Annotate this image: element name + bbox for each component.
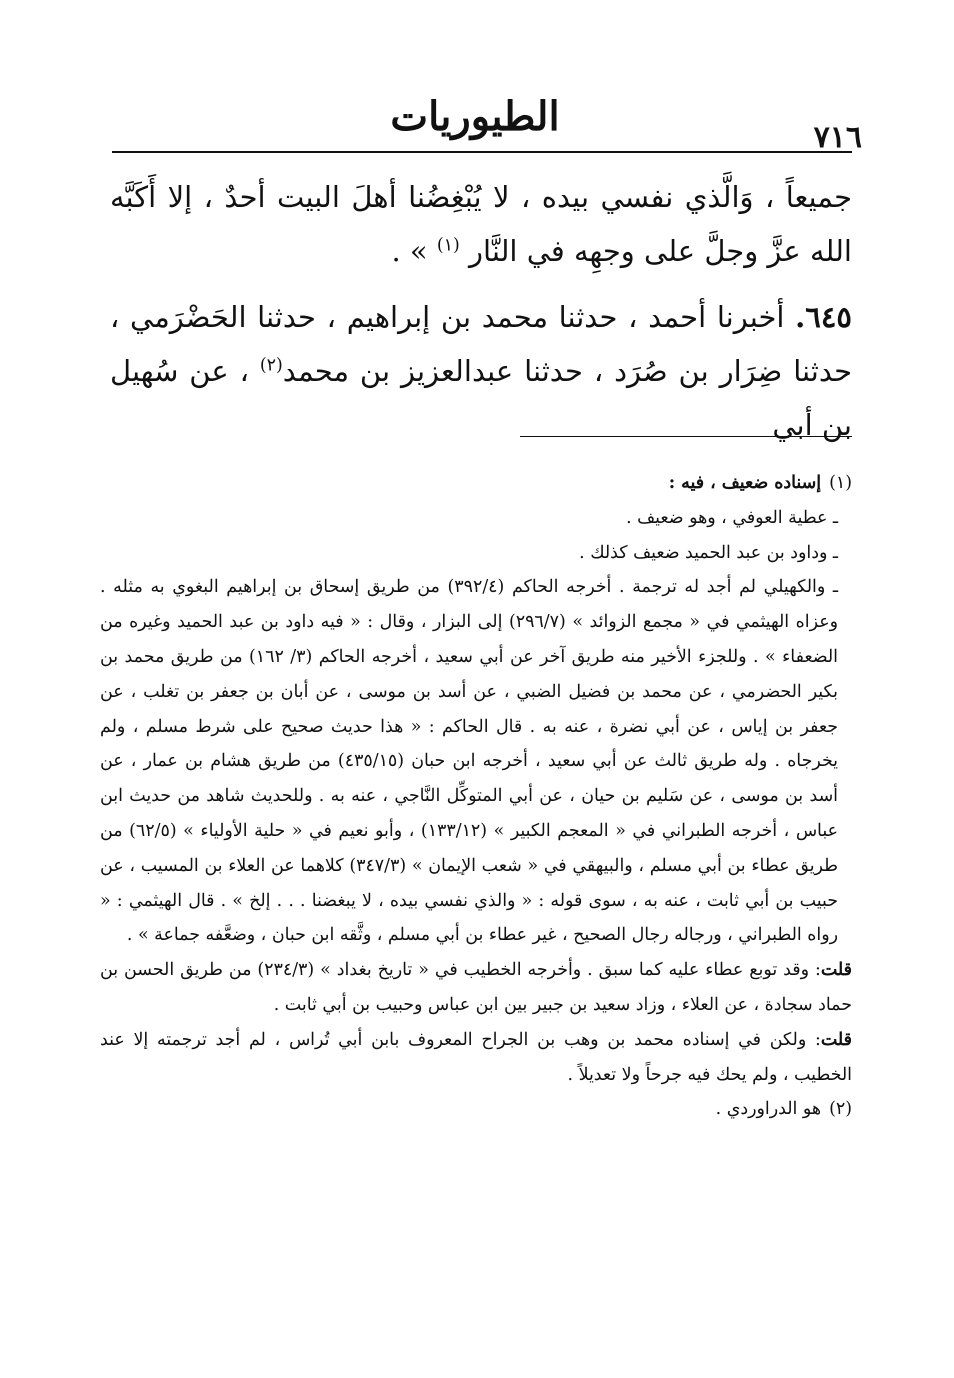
footnote-ref-2: (٢): [259, 355, 283, 376]
page-number: ٧١٦: [813, 120, 862, 155]
footnote-2-text: هو الدراوردي .: [715, 1099, 822, 1120]
header-rule: [112, 151, 852, 153]
footnote-1-item: ـ وداود بن عبد الحميد ضعيف كذلك .: [579, 542, 838, 563]
footnotes: [100, 466, 852, 1127]
main-text: [110, 170, 852, 452]
hadith-paragraph: [110, 290, 852, 452]
running-header-title: الطيوريات: [390, 93, 560, 140]
footnote-rule: [520, 436, 852, 437]
footnote-2: [100, 1092, 852, 1127]
hadith-text-2: ، عن سُهيل بن أبي: [110, 354, 852, 442]
continuation-text: جميعاً ، وَالَّذي نفسي بيده ، لا يُبْغِضُنا أهلَ البيت أحدٌ ، إلا أَكَبَّه الله عزَّ وجلَّ على وجهِه في النَّار: [110, 180, 852, 268]
footnote-1-qult-2: [100, 1023, 852, 1093]
footnote-ref-1: (١): [436, 235, 460, 256]
footnote-2-mark: (٢): [829, 1099, 852, 1120]
continuation-end: » .: [391, 234, 428, 268]
qult-label: قلت: [820, 960, 852, 981]
hadith-number: ٦٤٥.: [795, 300, 852, 334]
hadith-text-1: أخبرنا أحمد ، حدثنا محمد بن إبراهيم ، حدثنا الحَضْرَمي ، حدثنا ضِرَار بن صُرَد ، حدثنا عبدالعزيز بن محمد: [110, 300, 852, 388]
footnote-1-qult-1: [100, 953, 852, 1023]
footnote-1-body: ـ والكهيلي لم أجد له ترجمة . أخرجه الحاكم (٣٩٢/٤) من طريق إسحاق بن إبراهيم البغوي به مثله . وعزاه الهيثمي في « مجمع الزوائد » (٢٩٦/٧) إلى البزار ، وقال : « فيه داود بن عبد الحميد وغيره من الضعفاء » . وللجزء الأخير منه طريق آخر عن أبي سعيد ، أخرجه الحاكم (٣/ ١٦٢) من طريق محمد بن بكير الحضرمي ، عن محمد بن فضيل الضبي ، عن أسد بن موسى ، عن أبان بن جعفر بن تغلب ، عن جعفر بن إياس ، عن أبي نضرة ، عنه به . قال الحاكم : « هذا حديث صحيح على شرط مسلم ، ولم يخرجاه . وله طريق ثالث عن أبي سعيد ، أخرجه ابن حبان (٤٣٥/١٥) من طريق هشام بن عمار ، عن أسد بن موسى ، عن سَليم بن حيان ، عن أبي المتوكِّل النَّاجي ، عنه به . وللحديث شاهد من حديث ابن عباس ، أخرجه الطبراني في « المعجم الكبير » (١٣٣/١٢) ، وأبو نعيم في « حلية الأولياء » (٦٢/٥) من طريق عطاء بن أبي مسلم ، والبيهقي في « شعب الإيمان » (٣٤٧/٣) كلاهما عن العلاء بن المسيب ، عن حبيب بن أبي ثابت ، عنه به ، سوى قوله : « والذي نفسي بيده ، لا يبغضنا . . . إلخ » . قال الهيثمي : « رواه الطبراني ، ورجاله رجال الصحيح ، غير عطاء بن أبي مسلم ، وثَّقه ابن حبان ، وضعَّفه جماعة » .: [100, 577, 839, 946]
qult-label: قلت: [820, 1029, 852, 1050]
qult-text-1: : وقد توبع عطاء عليه كما سبق . وأخرجه الخطيب في « تاريخ بغداد » (٢٣٤/٣) من طريق الحسن بن حماد سجادة ، عن العلاء ، وزاد سعيد بن جبير بين ابن عباس وحبيب بن أبي ثابت .: [100, 960, 852, 1015]
footnote-1-mark: (١): [829, 473, 852, 493]
footnote-1-item: ـ عطية العوفي ، وهو ضعيف .: [626, 507, 838, 528]
footnote-1-head: [100, 466, 852, 501]
qult-text-2: : ولكن في إسناده محمد بن وهب بن الجراح المعروف بابن أبي تُراس ، لم أجد ترجمته إلا عند الخطيب ، ولم يحك فيه جرحاً ولا تعديلاً .: [100, 1029, 852, 1085]
continuation-paragraph: [110, 170, 852, 278]
footnote-1-heading: إسناده ضعيف ، فيه :: [668, 473, 822, 493]
